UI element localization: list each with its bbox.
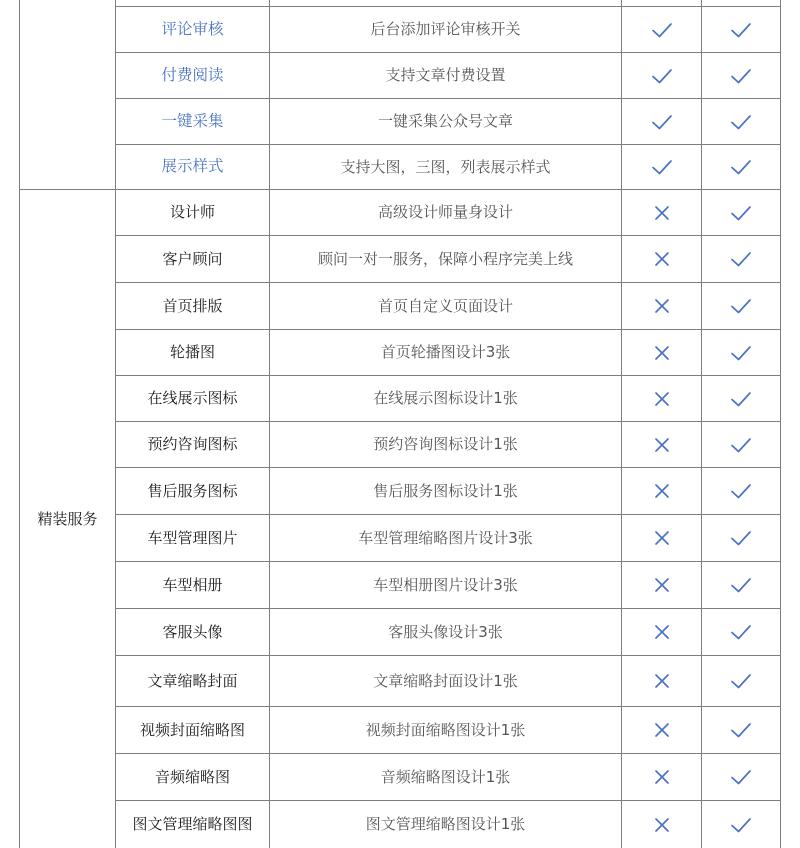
service-name: 客户顾问 <box>162 249 223 268</box>
group-label: 精装服务 <box>37 509 98 528</box>
service-description: 车型管理缩略图片设计3张 <box>358 528 533 547</box>
service-name: 在线展示图标 <box>147 389 238 407</box>
service-name: 首页排版 <box>162 296 223 315</box>
service-description: 音频缩略图设计1张 <box>380 767 511 786</box>
feature-name: 评论审核 <box>161 19 224 38</box>
cross-icon <box>622 656 701 706</box>
service-name: 音频缩略图 <box>154 767 230 786</box>
check-icon <box>702 754 780 800</box>
feature-name: 付费阅读 <box>161 65 224 84</box>
service-description: 车型相册图片设计3张 <box>373 575 518 594</box>
service-description: 高级设计师量身设计 <box>377 203 513 221</box>
feature-description: 支持大图，三图，列表展示样式 <box>340 157 551 176</box>
check-icon <box>702 283 780 329</box>
feature-description: 后台添加评论审核开关 <box>370 20 521 38</box>
service-description: 文章缩略封面设计1张 <box>373 671 518 690</box>
feature-name: 展示样式 <box>161 157 224 176</box>
service-name: 车型相册 <box>162 575 223 594</box>
cross-icon <box>622 283 701 329</box>
check-icon <box>622 53 701 98</box>
service-name: 预约咨询图标 <box>147 435 238 453</box>
check-icon <box>702 7 780 52</box>
service-name: 图文管理缩略图图 <box>132 815 253 833</box>
service-description: 首页轮播图设计3张 <box>380 343 511 361</box>
check-icon <box>702 468 780 514</box>
cross-icon <box>622 515 701 561</box>
feature-name: 一键采集 <box>161 111 224 130</box>
check-icon <box>702 190 780 235</box>
check-icon <box>702 422 780 467</box>
service-name: 文章缩略封面 <box>147 671 238 690</box>
check-icon <box>702 99 780 144</box>
check-icon <box>702 609 780 655</box>
check-icon <box>702 801 780 848</box>
cross-icon <box>622 236 701 282</box>
service-name: 客服头像 <box>162 622 223 641</box>
cross-icon <box>622 609 701 655</box>
service-description: 视频封面缩略图设计1张 <box>365 720 526 739</box>
cross-icon <box>622 562 701 608</box>
cross-icon <box>622 754 701 800</box>
grid-vertical-line <box>780 0 781 848</box>
service-description: 首页自定义页面设计 <box>377 296 513 315</box>
check-icon <box>702 707 780 753</box>
service-description: 售后服务图标设计1张 <box>373 481 518 500</box>
check-icon <box>622 99 701 144</box>
cross-icon <box>622 330 701 375</box>
check-icon <box>702 376 780 421</box>
cross-icon <box>622 190 701 235</box>
feature-description: 一键采集公众号文章 <box>377 112 513 130</box>
check-icon <box>702 330 780 375</box>
cross-icon <box>622 707 701 753</box>
service-name: 车型管理图片 <box>147 528 238 547</box>
service-name: 轮播图 <box>169 343 215 361</box>
service-description: 在线展示图标设计1张 <box>373 389 518 407</box>
service-name: 视频封面缩略图 <box>139 720 245 739</box>
check-icon <box>622 145 701 189</box>
cross-icon <box>622 422 701 467</box>
check-icon <box>702 562 780 608</box>
service-description: 预约咨询图标设计1张 <box>373 435 518 453</box>
service-description: 顾问一对一服务，保障小程序完美上线 <box>317 249 573 268</box>
service-name: 设计师 <box>169 203 215 221</box>
check-icon <box>622 7 701 52</box>
cross-icon <box>622 376 701 421</box>
service-description: 图文管理缩略图设计1张 <box>365 815 526 833</box>
check-icon <box>702 236 780 282</box>
cross-icon <box>622 468 701 514</box>
check-icon <box>702 53 780 98</box>
service-name: 售后服务图标 <box>147 481 238 500</box>
service-description: 客服头像设计3张 <box>388 622 503 641</box>
cross-icon <box>622 801 701 848</box>
check-icon <box>702 145 780 189</box>
feature-description: 支持文章付费设置 <box>385 66 506 84</box>
check-icon <box>702 656 780 706</box>
check-icon <box>702 515 780 561</box>
